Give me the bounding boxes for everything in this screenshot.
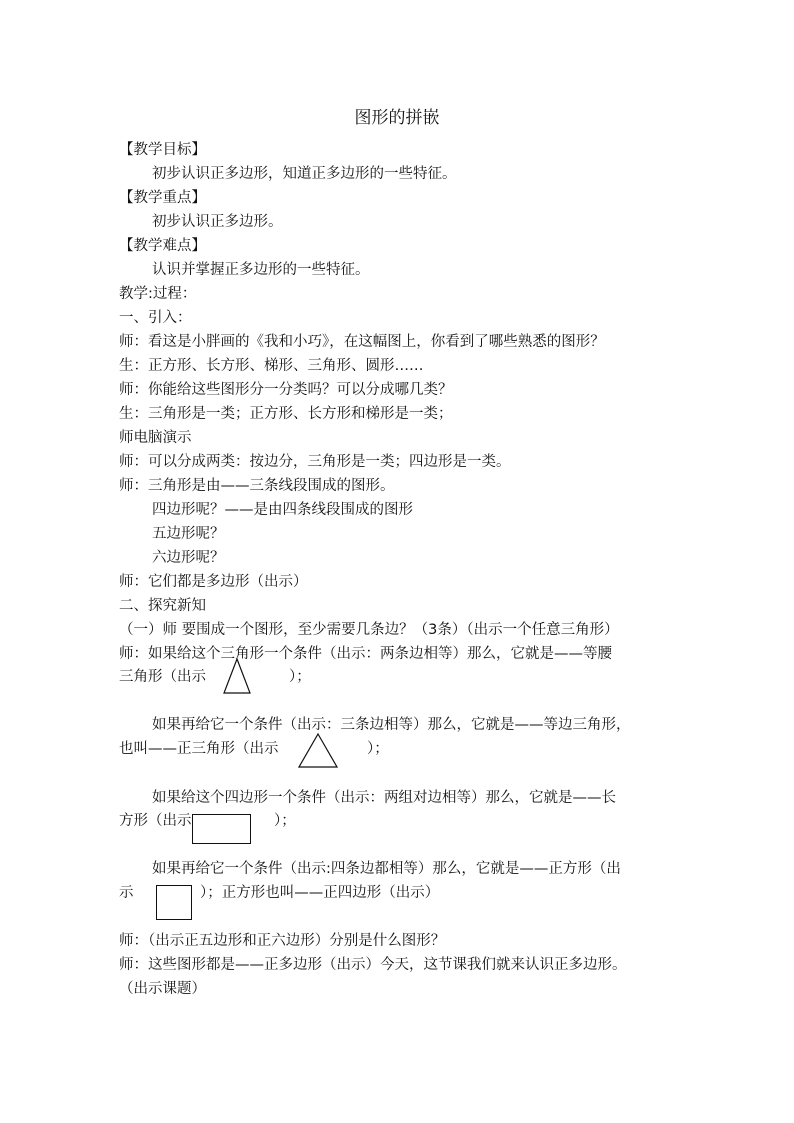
dialogue-line: 六边形呢？ bbox=[152, 550, 225, 566]
difficulty-heading: 【教学难点】 bbox=[119, 238, 206, 254]
part1-heading: 一、引入： bbox=[119, 310, 192, 326]
dialogue-line: 生：三角形是一类；正方形、长方形和梯形是一类； bbox=[119, 406, 453, 422]
objective-heading: 【教学目标】 bbox=[119, 142, 206, 158]
dialogue-line: 师：如果给这个三角形一个条件（出示：两条边相等）那么，它就是——等腰 bbox=[119, 646, 612, 662]
dialogue-line: 示 bbox=[119, 885, 134, 901]
dialogue-line: ）； bbox=[274, 813, 296, 829]
difficulty-text: 认识并掌握正多边形的一些特征。 bbox=[152, 262, 370, 278]
isosceles-triangle-icon bbox=[223, 658, 251, 694]
dialogue-line: 师：（出示正五边形和正六边形）分别是什么图形？ bbox=[119, 933, 446, 949]
dialogue-line: ）；正方形也叫——正四边形（出示） bbox=[200, 885, 440, 901]
dialogue-line: 如果给这个四边形一个条件（出示：两组对边相等）那么，它就是——长 bbox=[152, 790, 616, 806]
equilateral-triangle-icon bbox=[298, 733, 338, 768]
rectangle-shape bbox=[192, 814, 251, 844]
dialogue-line: 师：看这是小胖画的《我和小巧》，在这幅图上，你看到了哪些熟悉的图形？ bbox=[119, 334, 605, 350]
dialogue-line: 师电脑演示 bbox=[119, 430, 192, 446]
dialogue-line: 师：它们都是多边形（出示） bbox=[119, 574, 308, 590]
dialogue-line: 如果再给它一个条件（出示：三条边相等）那么，它就是——等边三角形， bbox=[152, 717, 631, 733]
dialogue-line: 也叫——正三角形（出示 bbox=[119, 741, 279, 757]
dialogue-line: （出示课题） bbox=[119, 981, 206, 997]
focus-text: 初步认识正多边形。 bbox=[152, 214, 283, 230]
dialogue-line: 三角形（出示 bbox=[119, 669, 206, 685]
dialogue-line: 四边形呢？——是由四条线段围成的图形 bbox=[152, 502, 413, 518]
dialogue-line: 师：这些图形都是——正多边形（出示）今天，这节课我们就来认识正多边形。 bbox=[119, 957, 627, 973]
objective-text: 初步认识正多边形，知道正多边形的一些特征。 bbox=[152, 166, 457, 182]
dialogue-line: 师：三角形是由——三条线段围成的图形。 bbox=[119, 478, 395, 494]
dialogue-line: 生：正方形、长方形、梯形、三角形、圆形…… bbox=[119, 358, 424, 374]
part2-heading: 二、探究新知 bbox=[119, 598, 206, 614]
square-shape bbox=[156, 885, 192, 920]
dialogue-line: 师：可以分成两类：按边分，三角形是一类；四边形是一类。 bbox=[119, 454, 511, 470]
dialogue-line: 师：你能给这些图形分一分类吗？可以分成哪几类？ bbox=[119, 382, 453, 398]
focus-heading: 【教学重点】 bbox=[119, 190, 206, 206]
dialogue-line: ）； bbox=[289, 669, 311, 685]
document-title: 图形的拼嵌 bbox=[354, 108, 440, 128]
process-heading: 教学:过程： bbox=[119, 286, 197, 302]
dialogue-line: 如果再给它一个条件（出示:四条边都相等）那么，它就是——正方形（出 bbox=[152, 861, 621, 877]
dialogue-line: 方形（出示 bbox=[119, 813, 192, 829]
dialogue-line: （一）师 要围成一个图形，至少需要几条边？（3条）（出示一个任意三角形） bbox=[119, 622, 619, 638]
dialogue-line: 五边形呢？ bbox=[152, 526, 225, 542]
dialogue-line: ）； bbox=[367, 741, 389, 757]
